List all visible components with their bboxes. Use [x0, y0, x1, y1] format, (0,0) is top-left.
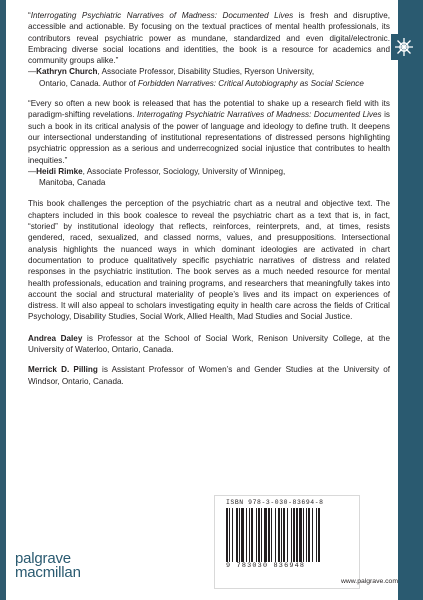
endorsement-2-text: “Every so often a new book is released that has the potential to shake up a research field with its paradigm-shifting revelations. Interrogating Psychiatric Narratives of Madness: Documented Lives is such a book in its critical analysis of the power of language and ideology to define truth. It deepens our intersectional understanding of institutional representations of distressed persons highlighting psychiatric oppression as a serious and underrecognized social injustice that contributes to health inequities.” [28, 99, 390, 165]
endorsement-1-text: “Interrogating Psychiatric Narratives of Madness: Documented Lives is fresh and disruptive, accessible and actionable. By focusing on the textual practices of mental health professionals, its contributors reveal psychiatric power as mundane, standardized and even digital/electronic. Embracing diverse social locations and identities, the book is a resource for academics and community groups alike.” [28, 11, 390, 66]
back-cover-text [28, 10, 390, 387]
barcode-bar [251, 508, 253, 562]
barcode-bar [258, 508, 260, 562]
barcode-bar [226, 508, 228, 562]
barcode-bar [271, 508, 272, 562]
publisher-website: www.palgrave.com [340, 578, 398, 585]
palgrave-star-icon [391, 34, 417, 60]
barcode-bar [239, 508, 240, 562]
barcode-bar [232, 508, 233, 562]
barcode-bar [287, 508, 288, 562]
author-bio-2: Merrick D. Pilling is Assistant Professor of Women’s and Gender Studies at the University of Windsor, Ontario, Canada. [28, 365, 390, 386]
barcode-bar [306, 508, 307, 562]
barcode-bar [283, 508, 285, 562]
publisher-logo [15, 552, 81, 580]
barcode-bar [318, 508, 320, 562]
isbn-digits: 9 783030 836948 [226, 562, 306, 570]
barcode-bar [246, 508, 247, 562]
barcode-bar [296, 508, 298, 562]
barcode-bar [299, 508, 302, 562]
author-name: Andrea Daley [28, 333, 83, 343]
barcode-bar [291, 508, 292, 562]
author-bio-1: Andrea Daley is Professor at the School of Social Work, Renison University College, at the University of Waterloo, Ontario, Canada. [28, 333, 390, 355]
endorsement-1 [28, 10, 390, 89]
barcode-bar [249, 508, 250, 562]
endorsement-2-attribution: —Heidi Rimke, Associate Professor, Sociology, University of Winnipeg, Manitoba, Canada [28, 166, 286, 188]
barcode-panel [214, 495, 360, 589]
barcode-bar [316, 508, 317, 562]
endorsement-2 [28, 98, 390, 188]
barcode-bar [281, 508, 282, 562]
publisher-name-line2: macmillan [15, 564, 81, 581]
barcode-bar [275, 508, 276, 562]
barcode-bar [303, 508, 304, 562]
barcode-bar [264, 508, 267, 562]
barcode-bar [256, 508, 257, 562]
barcode-bar [268, 508, 270, 562]
barcode [226, 508, 348, 562]
barcode-bar [229, 508, 230, 562]
barcode-bar [278, 508, 280, 562]
publisher-name-line1: palgrave [15, 550, 71, 567]
barcode-bar [261, 508, 262, 562]
barcode-bar [293, 508, 295, 562]
barcode-bar [241, 508, 244, 562]
endorsement-1-attribution: —Kathryn Church, Associate Professor, Disability Studies, Ryerson University, Ontario, Canada. Author of Forbidden Narratives: Critical Autobiography as Social Science [28, 67, 364, 88]
book-description: This book challenges the perception of the psychiatric chart as a neutral and objective text. The chapters included in this book coalesce to reveal the psychiatric chart as a text that is, in fact, “storied” by institutional ideology that reflects, reinforces, reinterprets, and, at times, resists gendered, raced, sexualized, and classed norms, values, and presuppositions. Intersectional analysis highlights the nuanced ways in which dominant ideologies are activated in chart documentation to produce qualitatively specific psychiatric narratives of distress and related responses in the psychiatric institution. The book serves as a much needed resource for mental health professionals, education and training programs, and researchers that meaningfully takes into account the social and structural materiality of people’s lives and its impact on experiences of distress. It will also appeal to scholars investigating equity in health care across the fields of Critical Psychology, Disability Studies, Social Work, Allied Health, Mad Studies and Social Justice. [28, 199, 390, 322]
barcode-bar [308, 508, 310, 562]
barcode-bar [236, 508, 238, 562]
isbn-label: ISBN 978-3-030-83694-8 [226, 499, 324, 506]
barcode-bar [312, 508, 313, 562]
brand-stripe [398, 0, 423, 600]
author-name: Merrick D. Pilling [28, 365, 98, 375]
